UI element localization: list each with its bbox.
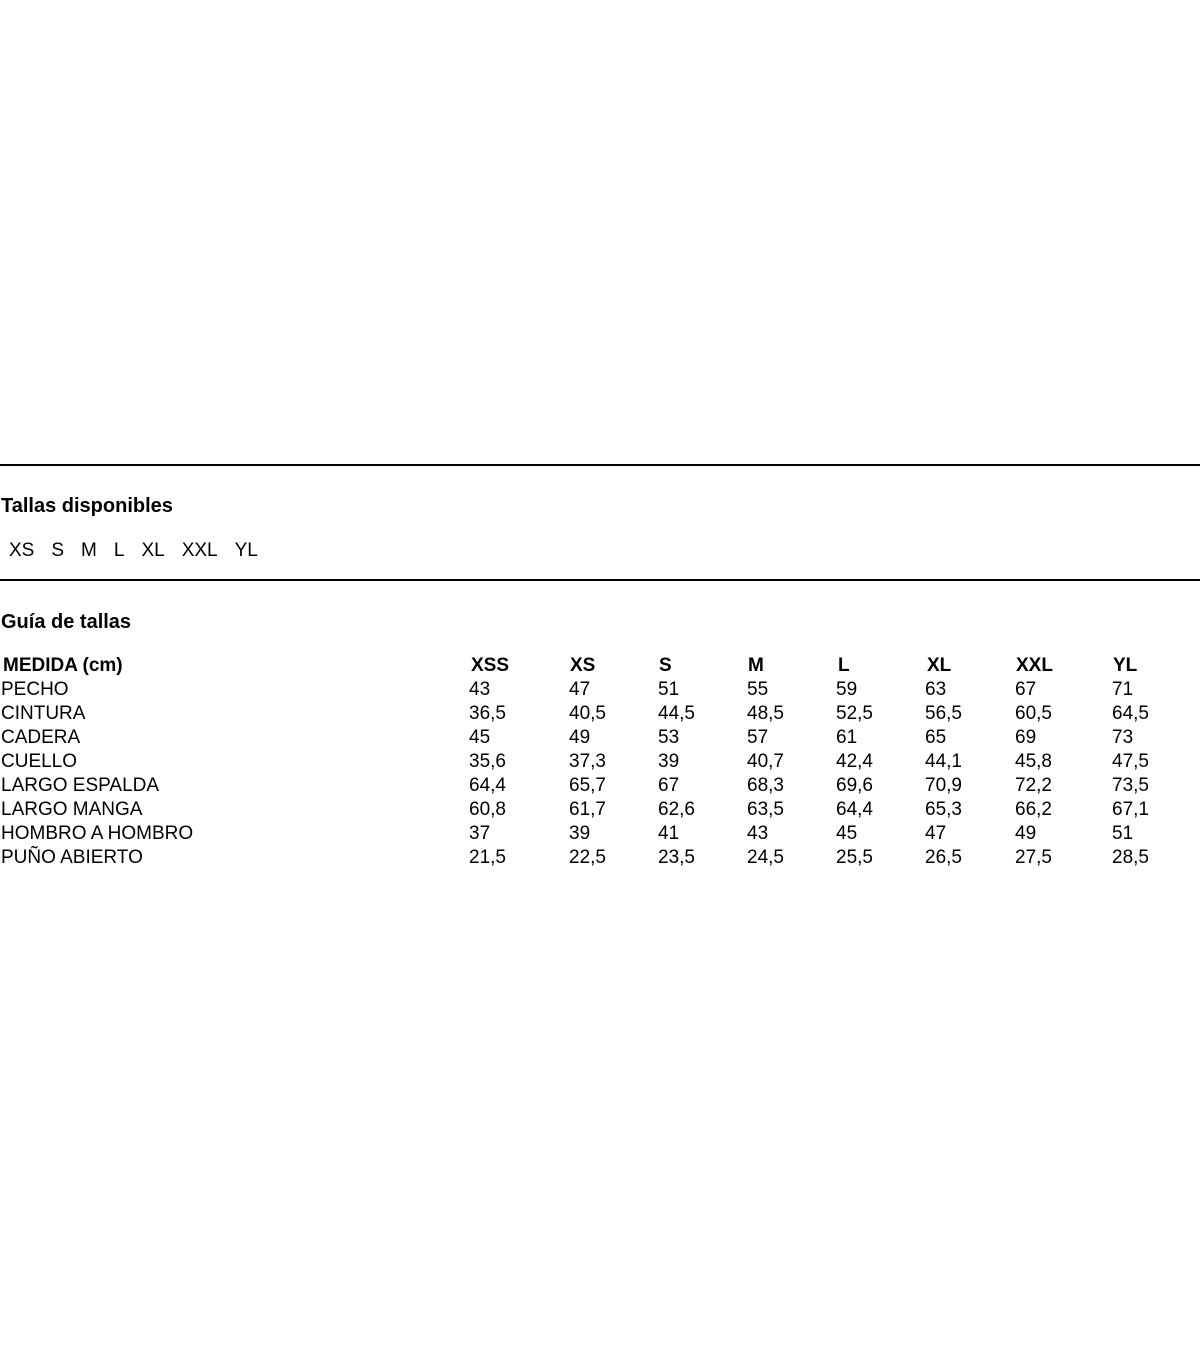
measure-value: 60,8 (469, 799, 506, 820)
measure-value: 52,5 (836, 703, 873, 724)
available-sizes-title: Tallas disponibles (1, 495, 173, 517)
measure-value: 37 (469, 823, 491, 844)
measure-value: 25,5 (836, 847, 873, 868)
size-guide-title: Guía de tallas (1, 611, 132, 633)
measure-value: 64,4 (836, 799, 873, 820)
measure-value: 47 (569, 679, 591, 700)
measure-value: 39 (658, 751, 680, 772)
measure-label: LARGO MANGA (1, 799, 143, 820)
measure-value: 41 (658, 823, 680, 844)
table-row (0, 703, 1200, 727)
size-option-xs[interactable]: XS (9, 540, 35, 561)
measure-value: 45 (836, 823, 858, 844)
measure-value: 44,1 (925, 751, 962, 772)
measure-value: 59 (836, 679, 858, 700)
measure-value: 35,6 (469, 751, 506, 772)
table-row (0, 847, 1200, 871)
measure-value: 48,5 (747, 703, 784, 724)
measure-value: 26,5 (925, 847, 962, 868)
size-option-xl[interactable]: XL (141, 540, 165, 561)
measure-value: 71 (1112, 679, 1134, 700)
measure-label: HOMBRO A HOMBRO (1, 823, 194, 844)
measure-value: 28,5 (1112, 847, 1149, 868)
size-column-header: S (659, 655, 672, 676)
measure-value: 40,7 (747, 751, 784, 772)
measure-value: 56,5 (925, 703, 962, 724)
size-option-xxl[interactable]: XXL (181, 540, 218, 561)
size-column-header: XL (927, 655, 952, 676)
measure-value: 60,5 (1015, 703, 1052, 724)
divider-top (0, 464, 1200, 466)
measure-value: 43 (469, 679, 491, 700)
measure-value: 67,1 (1112, 799, 1149, 820)
measure-value: 64,5 (1112, 703, 1149, 724)
measure-value: 63 (925, 679, 947, 700)
measure-column-header: MEDIDA (cm) (3, 655, 123, 676)
measure-value: 73 (1112, 727, 1134, 748)
table-row (0, 775, 1200, 799)
measure-value: 51 (1112, 823, 1134, 844)
measure-value: 36,5 (469, 703, 506, 724)
measure-value: 65 (925, 727, 947, 748)
measure-value: 65,3 (925, 799, 962, 820)
measure-value: 64,4 (469, 775, 506, 796)
measure-value: 67 (1015, 679, 1037, 700)
measure-value: 47,5 (1112, 751, 1149, 772)
size-option-s[interactable]: S (51, 540, 65, 561)
table-row (0, 679, 1200, 703)
measure-value: 55 (747, 679, 769, 700)
available-sizes-list (9, 540, 258, 562)
size-option-yl[interactable]: YL (234, 540, 258, 561)
divider-middle (0, 579, 1200, 581)
measure-value: 49 (1015, 823, 1037, 844)
measure-value: 69,6 (836, 775, 873, 796)
table-row (0, 727, 1200, 751)
measure-value: 42,4 (836, 751, 873, 772)
measure-value: 24,5 (747, 847, 784, 868)
measure-value: 40,5 (569, 703, 606, 724)
measure-value: 37,3 (569, 751, 606, 772)
measure-value: 61,7 (569, 799, 606, 820)
measure-value: 65,7 (569, 775, 606, 796)
measure-value: 67 (658, 775, 680, 796)
measure-value: 44,5 (658, 703, 695, 724)
size-column-header: L (838, 655, 850, 676)
size-guide-table (0, 655, 1200, 871)
measure-label: PUÑO ABIERTO (1, 847, 143, 868)
measure-value: 62,6 (658, 799, 695, 820)
measure-value: 53 (658, 727, 680, 748)
measure-value: 47 (925, 823, 947, 844)
table-row (0, 799, 1200, 823)
measure-value: 63,5 (747, 799, 784, 820)
measure-value: 45,8 (1015, 751, 1052, 772)
size-option-m[interactable]: M (81, 540, 97, 561)
size-guide-header-row (0, 655, 1200, 679)
size-column-header: XS (570, 655, 596, 676)
measure-label: CINTURA (1, 703, 86, 724)
table-row (0, 751, 1200, 775)
size-option-l[interactable]: L (113, 540, 125, 561)
measure-value: 61 (836, 727, 858, 748)
measure-value: 27,5 (1015, 847, 1052, 868)
measure-value: 68,3 (747, 775, 784, 796)
measure-value: 22,5 (569, 847, 606, 868)
measure-value: 57 (747, 727, 769, 748)
measure-value: 23,5 (658, 847, 695, 868)
measure-value: 21,5 (469, 847, 506, 868)
measure-value: 51 (658, 679, 680, 700)
measure-label: PECHO (1, 679, 69, 700)
size-column-header: XSS (471, 655, 510, 676)
measure-value: 49 (569, 727, 591, 748)
measure-value: 69 (1015, 727, 1037, 748)
measure-value: 72,2 (1015, 775, 1052, 796)
size-column-header: YL (1113, 655, 1138, 676)
size-column-header: M (748, 655, 764, 676)
measure-label: CADERA (1, 727, 81, 748)
table-row (0, 823, 1200, 847)
measure-label: LARGO ESPALDA (1, 775, 160, 796)
measure-label: CUELLO (1, 751, 78, 772)
measure-value: 39 (569, 823, 591, 844)
size-column-header: XXL (1016, 655, 1053, 676)
measure-value: 70,9 (925, 775, 962, 796)
measure-value: 45 (469, 727, 491, 748)
measure-value: 43 (747, 823, 769, 844)
measure-value: 66,2 (1015, 799, 1052, 820)
measure-value: 73,5 (1112, 775, 1149, 796)
